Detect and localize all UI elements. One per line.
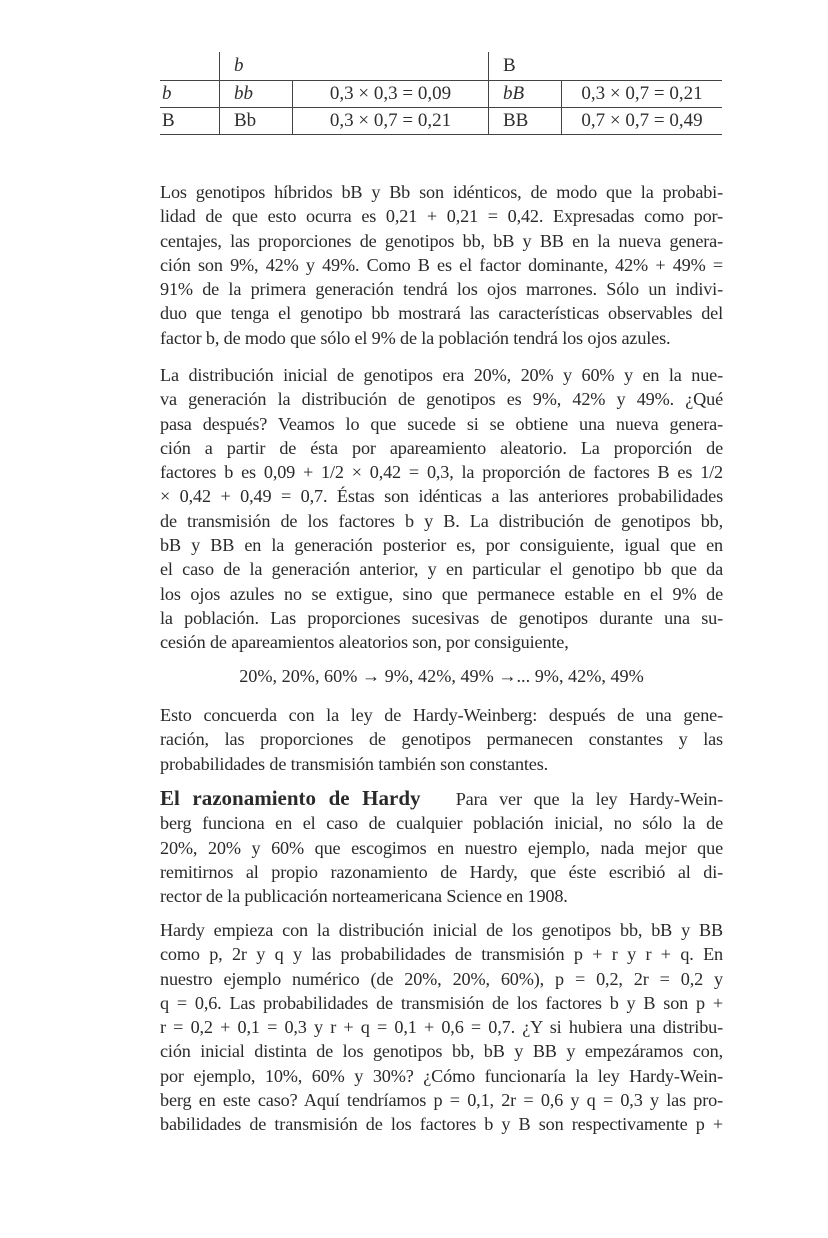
text-line: 91% de la primera generación tendrá los ojos marrones. Sólo un indivi- <box>160 279 723 300</box>
probability-cell: 0,3 × 0,7 = 0,21 <box>562 81 723 108</box>
table-row <box>160 81 722 108</box>
paragraph-hardy-weinberg <box>160 703 723 776</box>
text-line: r = 0,2 + 0,1 = 0,3 y r + q = 0,1 + 0,6 = 0,7. ¿Y si hubiera una distribu- <box>160 1017 723 1038</box>
genotype-cell: BB <box>489 108 562 135</box>
punnett-table <box>160 52 722 135</box>
text-line: berg funciona en el caso de cualquier población inicial, no sólo la de <box>160 813 723 834</box>
row-factor: B <box>160 108 220 135</box>
text-line: ción inicial distinta de los genotipos bb, bB y BB y empezáramos con, <box>160 1041 723 1062</box>
paragraph-hardy-notation <box>160 918 723 1137</box>
genotype-cell: bB <box>489 81 562 108</box>
header-cell-blank2 <box>562 52 723 81</box>
text-line: ción son 9%, 42% y 49%. Como B es el factor dominante, 42% + 49% = <box>160 254 723 275</box>
paragraph-next-generation <box>160 363 723 655</box>
text-line: los ojos azules no se extigue, sino que permanece estable en el 9% de <box>160 583 723 604</box>
text-line: Hardy empieza con la distribución inicial de los genotipos bb, bB y BB <box>160 920 723 940</box>
text-line: pasa después? Veamos lo que sucede si se obtiene una nueva genera- <box>160 413 723 434</box>
text-fragment: Para ver que la ley Hardy-Wein- <box>455 789 723 809</box>
text-line: La distribución inicial de genotipos era 20%, 20% y 60% y en la nue- <box>160 365 723 385</box>
text-line: Los genotipos híbridos bB y Bb son idénticos, de modo que la probabi- <box>160 182 723 202</box>
text-line: 20%, 20% y 60% que escogimos en nuestro ejemplo, nada mejor que <box>160 837 723 858</box>
text-line: de transmisión de los factores b y B. La distribución de genotipos bb, <box>160 510 723 531</box>
text-line: remitirnos al propio razonamiento de Hardy, que éste escribió al di- <box>160 861 723 882</box>
text-line: nuestro ejemplo numérico (de 20%, 20%, 60%), p = 0,2, 2r = 0,2 y <box>160 968 723 989</box>
text-line: × 0,42 + 0,49 = 0,7. Éstas son idénticas a las anteriores probabilidades <box>160 486 723 507</box>
table-header-row <box>160 52 722 81</box>
header-cell-B: B <box>489 52 562 81</box>
text-line: ción a partir de ésta por apareamiento aleatorio. La proporción de <box>160 437 723 458</box>
probability-cell: 0,3 × 0,7 = 0,21 <box>293 108 489 135</box>
text-line: probabilidades de transmisión también son constantes. <box>160 753 549 774</box>
section-heading: El razonamiento de Hardy <box>160 786 421 810</box>
text-line: el caso de la generación anterior, y en particular el genotipo bb que da <box>160 559 723 580</box>
genotype-sequence-equation: 20%, 20%, 60% → 9%, 42%, 49% →... 9%, 42%, 49% <box>239 666 644 686</box>
text-line: q = 0,6. Las probabilidades de transmisión de los factores b y B son p + <box>160 992 723 1013</box>
text-line: centajes, las proporciones de genotipos bb, bB y BB en la nueva genera- <box>160 230 723 251</box>
text-line: lidad de que esto ocurra es 0,21 + 0,21 = 0,42. Expresadas como por- <box>160 206 723 227</box>
paragraph-hardy-reasoning <box>160 786 723 908</box>
text-line: por ejemplo, 10%, 60% y 30%? ¿Cómo funcionaría la ley Hardy-Wein- <box>160 1065 723 1086</box>
text-line: la población. Las proporciones sucesivas de genotipos durante una su- <box>160 607 723 628</box>
text-line: como p, 2r y q y las probabilidades de transmisión p + r y r + q. En <box>160 944 723 965</box>
text-line: rector de la publicación norteamericana Science en 1908. <box>160 886 568 907</box>
paragraph-hybrid-genotypes <box>160 180 723 350</box>
text-line: duo que tenga el genotipo bb mostrará las características observables del <box>160 303 723 324</box>
text-line: cesión de apareamientos aleatorios son, por consiguiente, <box>160 632 569 653</box>
header-cell-b: b <box>220 52 293 81</box>
text-line <box>160 786 723 811</box>
header-cell-blank <box>293 52 489 81</box>
text-line: va generación la distribución de genotipos es 9%, 42% y 49%. ¿Qué <box>160 389 723 410</box>
probability-cell: 0,7 × 0,7 = 0,49 <box>562 108 723 135</box>
text-line: Esto concuerda con la ley de Hardy-Weinberg: después de una gene- <box>160 705 723 725</box>
table-row <box>160 108 722 135</box>
text-line: factor b, de modo que sólo el 9% de la población tendrá los ojos azules. <box>160 327 671 348</box>
text-line: babilidades de transmisión de los factores b y B son respectivamente p + <box>160 1114 723 1135</box>
text-line: berg en este caso? Aquí tendríamos p = 0,1, 2r = 0,6 y q = 0,3 y las pro- <box>160 1090 723 1111</box>
probability-cell: 0,3 × 0,3 = 0,09 <box>293 81 489 108</box>
text-line: ración, las proporciones de genotipos permanecen constantes y las <box>160 729 723 750</box>
genotype-cell: Bb <box>220 108 293 135</box>
text-line: bB y BB en la generación posterior es, por consiguiente, igual que en <box>160 535 723 556</box>
genotype-cell: bb <box>220 81 293 108</box>
header-cell-empty <box>160 52 220 81</box>
row-factor: b <box>160 81 220 108</box>
text-line: factores b es 0,09 + 1/2 × 0,42 = 0,3, la proporción de factores B es 1/2 <box>160 462 723 483</box>
